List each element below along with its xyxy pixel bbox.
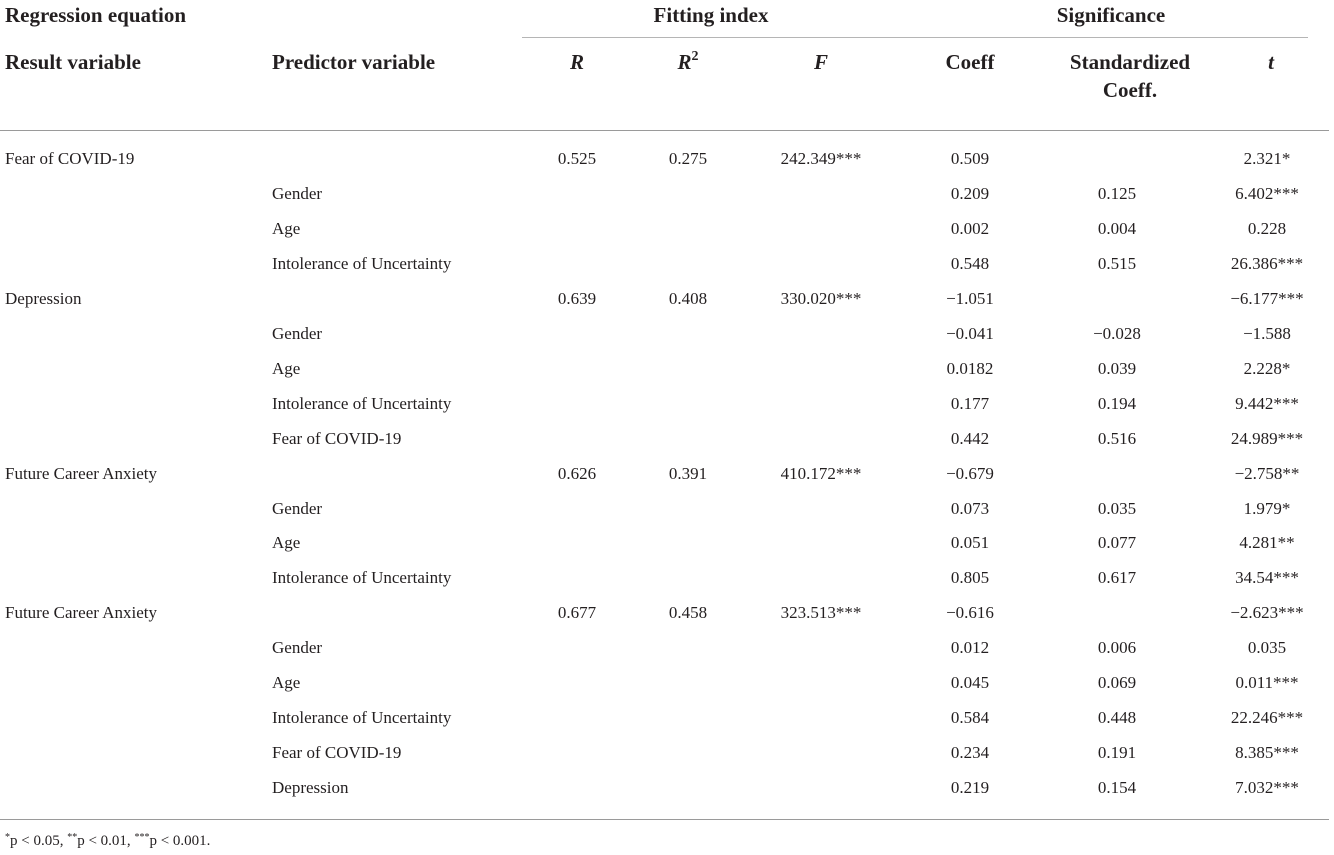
group-header-underline bbox=[522, 37, 1308, 38]
cell-r: 0.525 bbox=[557, 149, 597, 168]
table-row bbox=[0, 288, 1334, 323]
cell-result-variable: Future Career Anxiety bbox=[5, 603, 158, 623]
cell-t: −2.623*** bbox=[1230, 603, 1304, 623]
cell-standardized-coeff: 0.125 bbox=[1097, 183, 1137, 203]
column-header-coeff: Coeff bbox=[945, 50, 995, 74]
table-row bbox=[0, 532, 1334, 567]
cell-predictor-variable: Fear of COVID-19 bbox=[272, 428, 402, 448]
cell-t: −1.588 bbox=[1243, 323, 1291, 343]
cell-t: 2.321* bbox=[1243, 149, 1291, 168]
cell-f: 330.020*** bbox=[780, 288, 862, 308]
cell-standardized-coeff: 0.154 bbox=[1097, 778, 1137, 798]
table-row bbox=[0, 323, 1334, 358]
table-row bbox=[0, 707, 1334, 742]
cell-coeff: 0.805 bbox=[950, 568, 990, 588]
group-header-fitting-index: Fitting index bbox=[653, 3, 769, 27]
column-header-result-variable: Result variable bbox=[5, 50, 141, 74]
group-header-regression-equation: Regression equation bbox=[5, 3, 187, 27]
group-header-significance: Significance bbox=[1056, 3, 1166, 27]
cell-r-squared: 0.391 bbox=[668, 463, 708, 483]
cell-t: 0.035 bbox=[1247, 638, 1287, 658]
table-row bbox=[0, 602, 1334, 637]
table-row bbox=[0, 358, 1334, 393]
cell-standardized-coeff: 0.515 bbox=[1097, 253, 1137, 273]
cell-standardized-coeff: 0.039 bbox=[1097, 358, 1137, 378]
cell-coeff: 0.012 bbox=[950, 638, 990, 658]
cell-predictor-variable: Age bbox=[272, 533, 301, 553]
cell-r: 0.639 bbox=[557, 288, 597, 308]
cell-predictor-variable: Fear of COVID-19 bbox=[272, 743, 402, 763]
cell-t: 0.011*** bbox=[1235, 673, 1299, 693]
cell-predictor-variable: Gender bbox=[272, 323, 323, 343]
cell-result-variable: Depression bbox=[5, 288, 82, 308]
cell-standardized-coeff: 0.194 bbox=[1097, 393, 1137, 413]
cell-t: 1.979* bbox=[1243, 498, 1291, 518]
cell-t: 26.386*** bbox=[1230, 253, 1304, 273]
cell-coeff: −1.051 bbox=[946, 288, 994, 308]
cell-coeff: −0.616 bbox=[946, 603, 994, 623]
cell-standardized-coeff: 0.448 bbox=[1097, 708, 1137, 728]
cell-predictor-variable: Age bbox=[272, 218, 301, 238]
cell-result-variable: Future Career Anxiety bbox=[5, 463, 158, 483]
cell-coeff: 0.073 bbox=[950, 498, 990, 518]
header-bottom-rule bbox=[0, 130, 1329, 131]
cell-standardized-coeff: −0.028 bbox=[1093, 323, 1141, 343]
cell-predictor-variable: Gender bbox=[272, 498, 323, 518]
cell-predictor-variable: Depression bbox=[272, 778, 349, 798]
cell-r-squared: 0.458 bbox=[668, 603, 708, 623]
column-header-predictor-variable: Predictor variable bbox=[272, 50, 436, 74]
cell-predictor-variable: Gender bbox=[272, 183, 323, 203]
cell-t: 6.402*** bbox=[1235, 183, 1299, 203]
cell-t: 2.228* bbox=[1243, 358, 1291, 378]
column-header-r-squared: $R^2$ bbox=[677, 49, 699, 74]
cell-standardized-coeff: 0.191 bbox=[1097, 743, 1137, 763]
cell-coeff: −0.041 bbox=[946, 323, 994, 343]
cell-coeff: 0.442 bbox=[950, 428, 990, 448]
cell-coeff: 0.002 bbox=[950, 218, 990, 238]
cell-r-squared: 0.275 bbox=[668, 149, 708, 168]
cell-t: 4.281** bbox=[1239, 533, 1295, 553]
cell-standardized-coeff: 0.516 bbox=[1097, 428, 1137, 448]
cell-result-variable: Fear of COVID-19 bbox=[5, 149, 135, 168]
cell-t: 34.54*** bbox=[1235, 568, 1299, 588]
table-bottom-rule bbox=[0, 819, 1329, 820]
cell-predictor-variable: Intolerance of Uncertainty bbox=[272, 568, 452, 588]
cell-f: 410.172*** bbox=[780, 463, 862, 483]
table-row bbox=[0, 672, 1334, 707]
cell-t: −6.177*** bbox=[1230, 288, 1304, 308]
cell-r: 0.677 bbox=[557, 603, 597, 623]
cell-standardized-coeff: 0.069 bbox=[1097, 673, 1137, 693]
cell-standardized-coeff: 0.004 bbox=[1097, 218, 1137, 238]
cell-coeff: 0.051 bbox=[950, 533, 990, 553]
cell-predictor-variable: Intolerance of Uncertainty bbox=[272, 253, 452, 273]
table-row bbox=[0, 742, 1334, 777]
column-header-t: t bbox=[1268, 50, 1274, 74]
table-row bbox=[0, 567, 1334, 602]
cell-coeff: −0.679 bbox=[946, 463, 994, 483]
cell-r-squared: 0.408 bbox=[668, 288, 708, 308]
cell-coeff: 0.209 bbox=[950, 183, 990, 203]
cell-predictor-variable: Age bbox=[272, 358, 301, 378]
cell-t: 0.228 bbox=[1247, 218, 1287, 238]
cell-coeff: 0.584 bbox=[950, 708, 990, 728]
cell-coeff: 0.234 bbox=[950, 743, 990, 763]
cell-standardized-coeff: 0.617 bbox=[1097, 568, 1137, 588]
column-header-f: F bbox=[813, 50, 829, 74]
cell-predictor-variable: Intolerance of Uncertainty bbox=[272, 393, 452, 413]
table-row bbox=[0, 428, 1334, 463]
column-header-standardized-coeff: Standardized Coeff. bbox=[1069, 50, 1191, 102]
table-row bbox=[0, 498, 1334, 533]
cell-standardized-coeff: 0.035 bbox=[1097, 498, 1137, 518]
column-header-r: R bbox=[569, 50, 585, 74]
cell-predictor-variable: Intolerance of Uncertainty bbox=[272, 708, 452, 728]
cell-coeff: 0.177 bbox=[950, 393, 990, 413]
table-row bbox=[0, 148, 1334, 183]
table-row bbox=[0, 218, 1334, 253]
table-row bbox=[0, 393, 1334, 428]
cell-coeff: 0.509 bbox=[950, 149, 990, 168]
cell-f: 242.349*** bbox=[780, 149, 862, 168]
cell-t: 8.385*** bbox=[1235, 743, 1299, 763]
cell-t: −2.758** bbox=[1234, 463, 1300, 483]
cell-t: 7.032*** bbox=[1235, 778, 1299, 798]
significance-footnote: *p < 0.05, **p < 0.01, ***p < 0.001. bbox=[5, 832, 211, 849]
table-row bbox=[0, 183, 1334, 218]
cell-f: 323.513*** bbox=[780, 603, 862, 623]
table-row bbox=[0, 637, 1334, 672]
cell-t: 22.246*** bbox=[1230, 708, 1304, 728]
table-row bbox=[0, 777, 1334, 812]
cell-coeff: 0.045 bbox=[950, 673, 990, 693]
cell-r: 0.626 bbox=[557, 463, 597, 483]
cell-t: 9.442*** bbox=[1235, 393, 1299, 413]
table-row bbox=[0, 253, 1334, 288]
cell-standardized-coeff: 0.077 bbox=[1097, 533, 1137, 553]
table-row bbox=[0, 463, 1334, 498]
cell-standardized-coeff: 0.006 bbox=[1097, 638, 1137, 658]
cell-coeff: 0.548 bbox=[950, 253, 990, 273]
cell-coeff: 0.219 bbox=[950, 778, 990, 798]
cell-predictor-variable: Age bbox=[272, 673, 301, 693]
cell-t: 24.989*** bbox=[1230, 428, 1304, 448]
cell-predictor-variable: Gender bbox=[272, 638, 323, 658]
cell-coeff: 0.0182 bbox=[946, 358, 994, 378]
